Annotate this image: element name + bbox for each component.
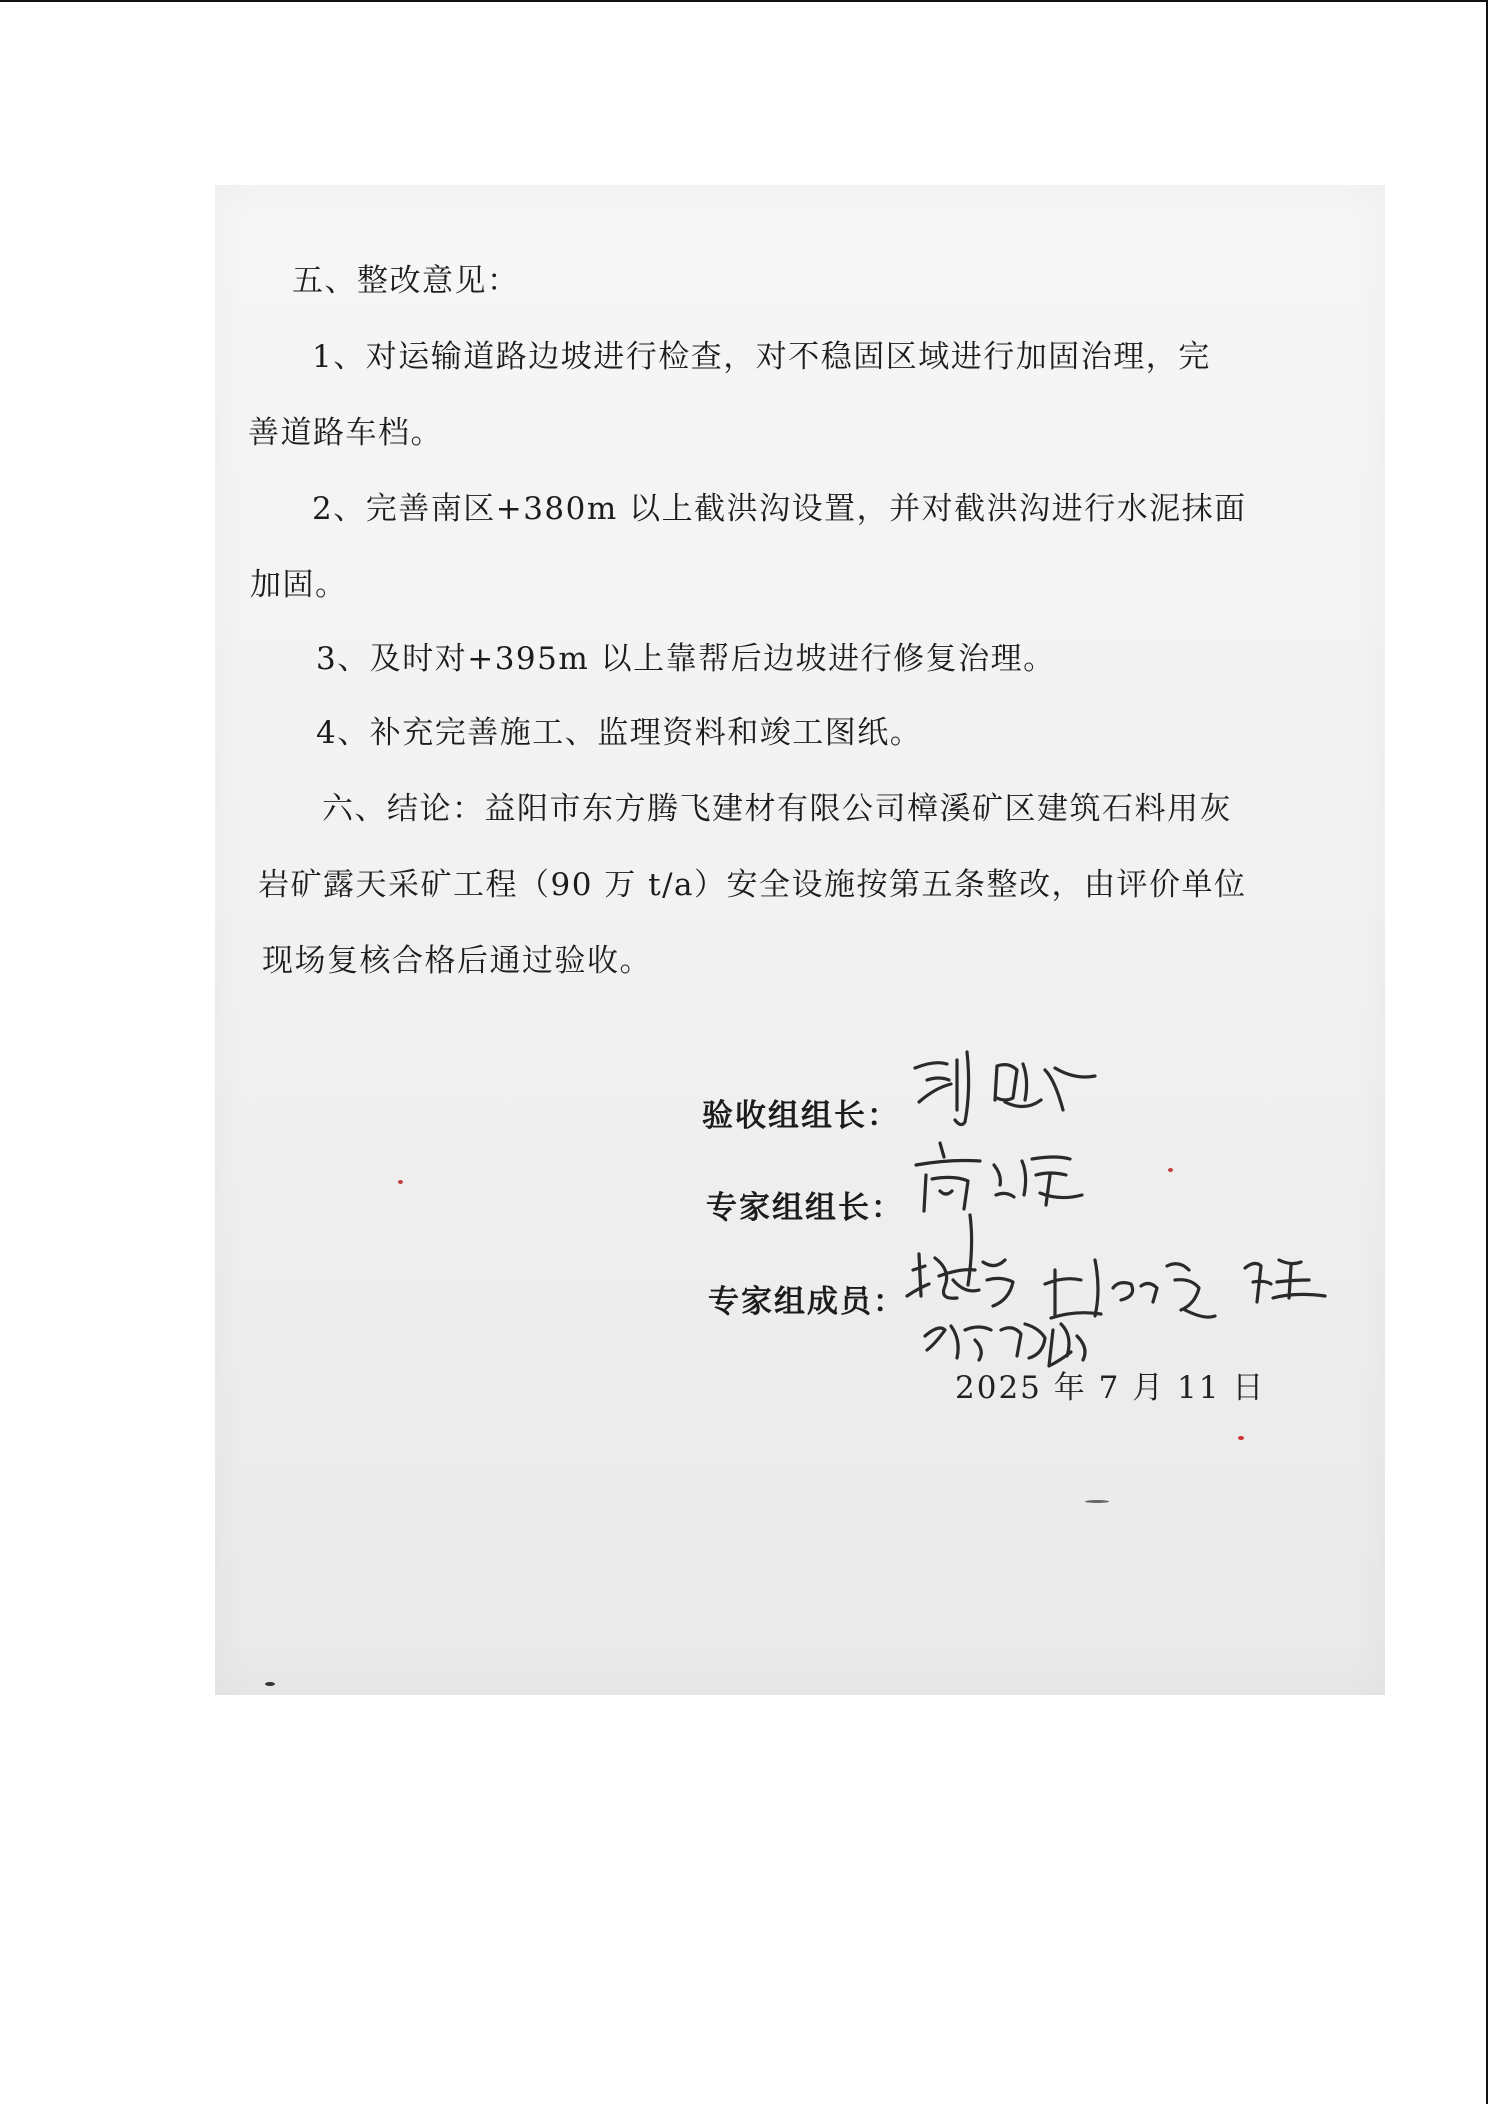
- scan-speck: [398, 1180, 403, 1184]
- page-top-border: [0, 0, 1488, 2]
- item-3: 3、及时对+395m 以上靠帮后边坡进行修复治理。: [316, 641, 1056, 677]
- scan-speck: [1085, 1500, 1109, 1503]
- signing-date: 2025 年 7 月 11 日: [955, 1370, 1266, 1406]
- scan-speck: [1168, 1168, 1173, 1172]
- section-five-heading: 五、整改意见：: [292, 263, 520, 299]
- conclusion-line-1: 六、结论：益阳市东方腾飞建材有限公司樟溪矿区建筑石料用灰: [322, 791, 1232, 827]
- expert-members-label: 专家组成员：: [708, 1284, 906, 1320]
- conclusion-line-2: 岩矿露天采矿工程（90 万 t/a）安全设施按第五条整改，由评价单位: [258, 867, 1247, 903]
- item-2-line-1: 2、完善南区+380m 以上截洪沟设置，并对截洪沟进行水泥抹面: [312, 491, 1247, 527]
- conclusion-line-3: 现场复核合格后通过验收。: [262, 943, 652, 979]
- leader-signature: [905, 1040, 1105, 1130]
- scanned-document: [215, 185, 1385, 1695]
- scan-speck: [1238, 1436, 1244, 1440]
- scan-speck: [265, 1682, 275, 1686]
- expert-leader-label: 专家组组长：: [706, 1190, 904, 1226]
- acceptance-leader-label: 验收组组长：: [702, 1098, 900, 1134]
- item-1-line-1: 1、对运输道路边坡进行检查，对不稳固区域进行加固治理，完: [312, 339, 1211, 375]
- item-2-line-2: 加固。: [250, 567, 348, 603]
- item-4: 4、补充完善施工、监理资料和竣工图纸。: [316, 715, 923, 751]
- item-1-line-2: 善道路车档。: [248, 415, 443, 451]
